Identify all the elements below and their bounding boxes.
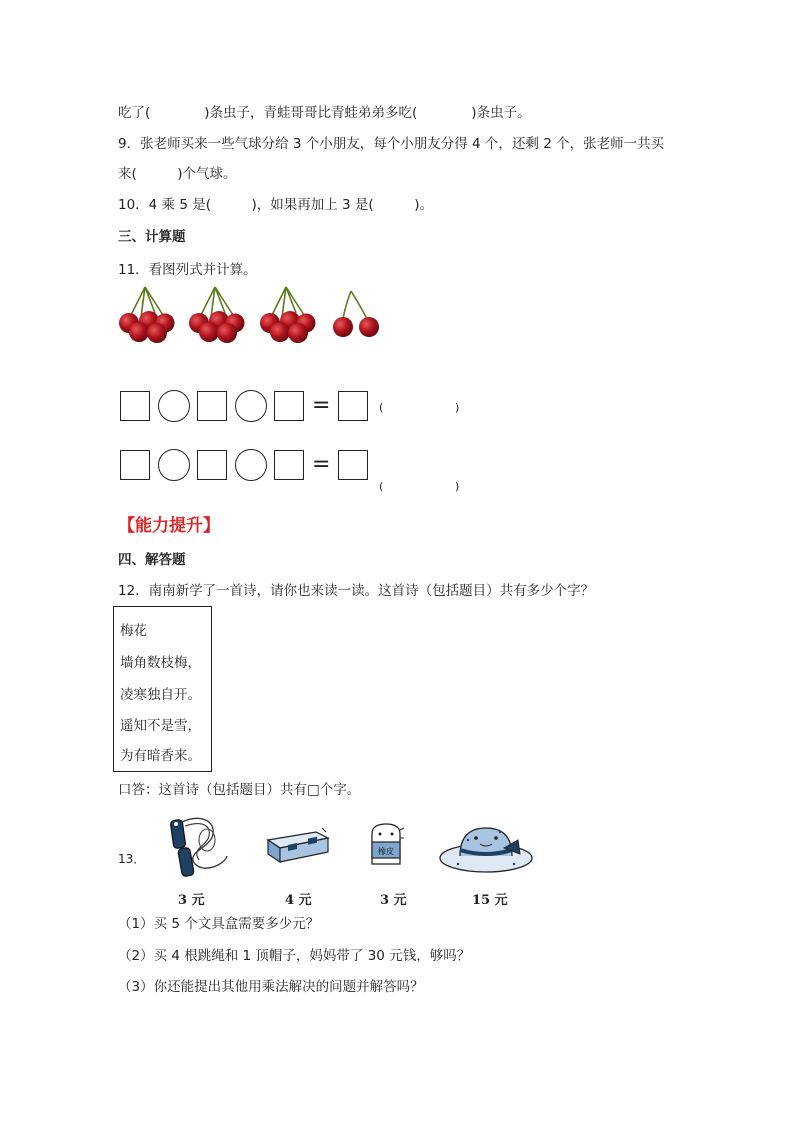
question-9-line2: 来( )个气球。 <box>118 166 237 182</box>
price-jump-rope: 3 元 <box>178 893 205 908</box>
question-13-sub2: （2）买 4 根跳绳和 1 顶帽子，妈妈带了 30 元钱，够吗？ <box>118 948 471 964</box>
price-pencil-case: 4 元 <box>285 893 312 908</box>
cherry-bunch-3 <box>260 287 316 343</box>
answer-box[interactable] <box>120 450 150 480</box>
answer-box[interactable] <box>120 391 150 421</box>
question-13-sub3: （3）你还能提出其他用乘法解决的问题并解答吗？ <box>118 979 424 995</box>
poem-line-2: 凌寒独自开。 <box>120 687 201 703</box>
cherries-illustration <box>115 283 385 345</box>
operator-circle[interactable] <box>235 390 267 422</box>
result-box[interactable] <box>338 450 368 480</box>
equals-sign: = <box>312 393 331 418</box>
cherry-bunch-2 <box>189 287 245 343</box>
answer-box[interactable] <box>197 450 227 480</box>
ability-banner: 【能力提升】 <box>118 516 220 536</box>
operator-circle[interactable] <box>235 449 267 481</box>
pencil-case-icon <box>264 826 332 866</box>
operator-circle[interactable] <box>158 390 190 422</box>
question-12-prompt: 12．南南新学了一首诗，请你也来读一读。这首诗（包括题目）共有多少个字？ <box>118 583 595 599</box>
cherry-pair <box>333 291 379 337</box>
unit-paren-close: ) <box>455 401 460 414</box>
question-8-tail: 吃了( )条虫子，青蛙哥哥比青蛙弟弟多吃( )条虫子。 <box>118 105 531 121</box>
poem-box <box>113 606 212 772</box>
eraser-label: 橡皮 <box>378 847 394 856</box>
equals-sign: = <box>312 452 331 477</box>
question-12-answer: 口答：这首诗（包括题目）共有□个字。 <box>118 782 361 798</box>
answer-box[interactable] <box>274 391 304 421</box>
unit-paren-open: ( <box>379 480 384 493</box>
price-eraser: 3 元 <box>380 893 407 908</box>
question-11-prompt: 11．看图列式并计算。 <box>118 262 257 278</box>
poem-line-4: 为有暗香来。 <box>120 748 201 764</box>
operator-circle[interactable] <box>158 449 190 481</box>
section-3-heading: 三、计算题 <box>118 229 186 245</box>
poem-line-3: 遥知不是雪， <box>120 718 201 734</box>
jump-rope-icon <box>155 812 230 878</box>
question-9-line1: 9．张老师买来一些气球分给 3 个小朋友，每个小朋友分得 4 个，还剩 2 个，张老师一共买 <box>118 136 665 152</box>
unit-paren-close: ) <box>455 480 460 493</box>
result-box[interactable] <box>338 391 368 421</box>
poem-line-1: 墙角数枝梅， <box>120 655 201 671</box>
question-13-sub1: （1）买 5 个文具盒需要多少元？ <box>118 916 320 932</box>
unit-paren-open: ( <box>379 401 384 414</box>
section-4-heading: 四、解答题 <box>118 552 186 568</box>
question-13-number: 13． <box>118 852 146 866</box>
price-hat: 15 元 <box>472 893 508 908</box>
answer-box[interactable] <box>274 450 304 480</box>
question-10: 10．4 乘 5 是( )，如果再加上 3 是( )。 <box>118 197 433 213</box>
poem-title: 梅花 <box>120 623 147 639</box>
cherry-bunch-1 <box>119 287 175 343</box>
hat-icon <box>438 820 534 876</box>
eraser-icon <box>366 820 406 870</box>
answer-box[interactable] <box>197 391 227 421</box>
